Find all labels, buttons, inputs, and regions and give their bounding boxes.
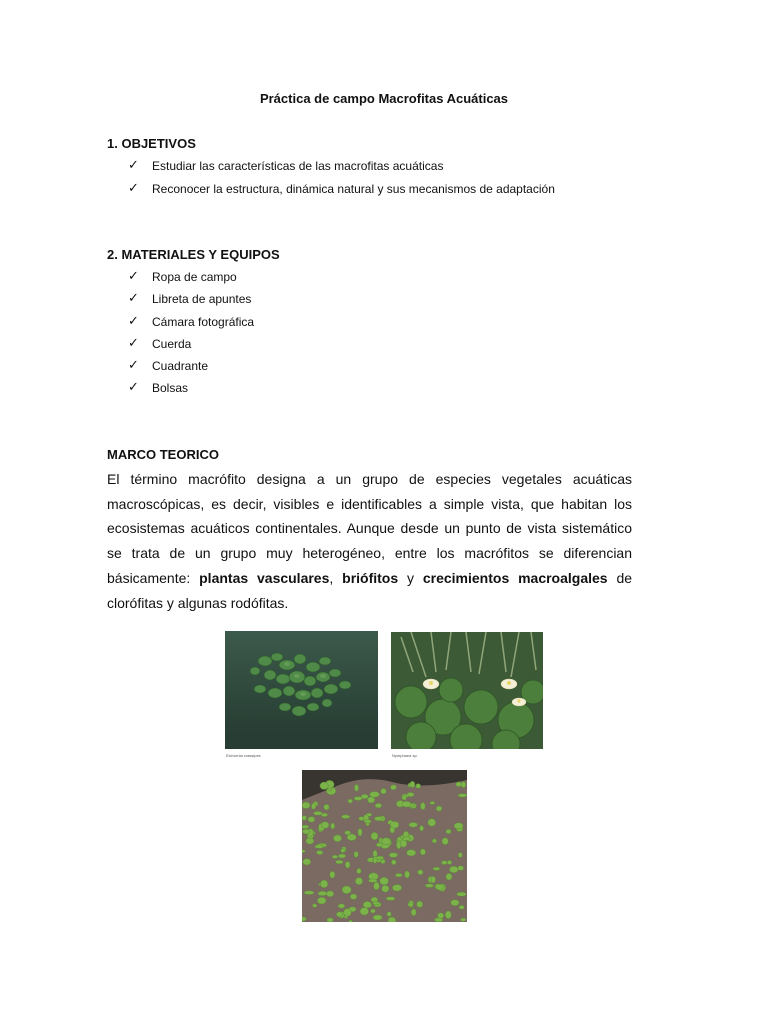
- photo-caption: Nymphaea sp.: [392, 753, 418, 758]
- marco-teorico-paragraph: El término macrófito designa a un grupo de especies vegetales acuáticas macroscópicas, es decir, visibles e identificables a simple vista, que habitan los ecosistemas acuáticos continentales. Aunque desde un punto de vista sistemático se trata de un grupo muy heterogéneo, entre los macrófitos se diferencian básicamente: plantas vasculares, briófitos y crecimientos macroalgales de clorófitas y algunas rodófitas.: [107, 471, 633, 611]
- photo-eichornia: [225, 631, 378, 749]
- checkmark-icon: ✓: [128, 179, 139, 195]
- materiales-list: [128, 269, 254, 403]
- checkmark-icon: ✓: [128, 268, 139, 283]
- checkmark-icon: ✓: [128, 312, 139, 328]
- list-item: ✓ Cuerda: [128, 334, 192, 351]
- materiales-heading: 2. MATERIALES Y EQUIPOS: [107, 247, 280, 262]
- list-item: ✓ Cámara fotográfica: [128, 312, 255, 329]
- marco-teorico-heading: MARCO TEORICO: [107, 447, 219, 462]
- checkmark-icon: ✓: [128, 357, 139, 373]
- list-item: ✓ Ropa de campo: [128, 268, 237, 284]
- checkmark-icon: ✓: [128, 157, 139, 172]
- objetivos-heading: 1. OBJETIVOS: [107, 136, 196, 151]
- photo-caption: Eichornia crassipes: [226, 753, 261, 758]
- list-item: ✓ Cuadrante: [128, 357, 209, 374]
- list-item: ✓ Estudiar las características de las macrofitas acuáticas: [128, 157, 444, 173]
- list-item: ✓ Reconocer la estructura, dinámica natural y sus mecanismos de adaptación: [128, 179, 555, 196]
- checkmark-icon: ✓: [128, 379, 139, 395]
- list-item: ✓ Bolsas: [128, 379, 189, 396]
- photo-duckweed: [302, 770, 467, 922]
- document-title: Práctica de campo Macrofitas Acuáticas: [259, 91, 509, 106]
- objetivos-list: [128, 158, 555, 203]
- photo-nymphaea: [391, 632, 543, 749]
- checkmark-icon: ✓: [128, 334, 139, 350]
- list-item: ✓ Libreta de apuntes: [128, 290, 252, 307]
- checkmark-icon: ✓: [128, 290, 139, 306]
